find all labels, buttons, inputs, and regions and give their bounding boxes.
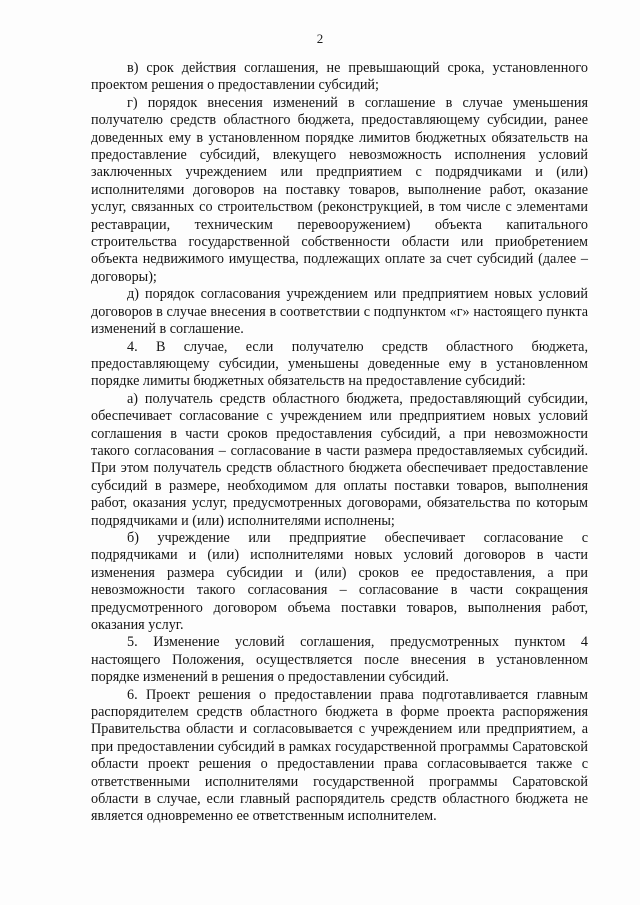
- paragraph-4a: а) получатель средств областного бюджета, предоставляющий субсидии, обеспечивает согласование с учреждением или предприятием новых условий соглашения в части сроков предоставления субсидий, а при невозможности такого согласования – согласование в части размера предоставляемых субсидий. При этом получатель средств областного бюджета обеспечивает предоставление субсидий в размере, необходимом для оплаты поставки товаров, выполнения работ, оказания услуг, предусмотренных договорами, обязательства по которым подрядчиками и (или) исполнителями исполнены;: [91, 390, 588, 529]
- paragraph-4b: б) учреждение или предприятие обеспечивает согласование с подрядчиками и (или) исполнителями новых условий договоров в части изменения размера субсидии и (или) сроков ее предоставления, а при невозможности такого согласования – согласование в части сокращения предусмотренного договором объема поставки товаров, выполнения работ, оказания услуг.: [91, 529, 588, 633]
- paragraph-3g: г) порядок внесения изменений в соглашение в случае уменьшения получателю средств областного бюджета, предоставляющему субсидии, ранее доведенных ему в установленном порядке лимитов бюджетных обязательств на предоставление субсидий, влекущего невозможность исполнения условий заключенных учреждением или предприятием с подрядчиками и (или) исполнителями договоров на поставку товаров, выполнение работ, оказание услуг, связанных со строительством (реконструкцией, в том числе с элементами реставрации, техническим перевооружением) объекта капитального строительства государственной собственности области или приобретением объекта недвижимого имущества, подлежащих оплате за счет субсидий (далее – договоры);: [91, 94, 588, 285]
- paragraph-6: 6. Проект решения о предоставлении права подготавливается главным распорядителем средств областного бюджета в форме проекта распоряжения Правительства области и согласовывается с учреждением или предприятием, а при предоставлении субсидий в рамках государственной программы Саратовской области проект решения о предоставлении права согласовывается также с ответственными исполнителями государственной программы Саратовской области в случае, если главный распорядитель средств областного бюджета не является одновременно ее ответственным исполнителем.: [91, 686, 588, 825]
- page-number: 2: [316, 31, 324, 46]
- paragraph-3d: д) порядок согласования учреждением или предприятием новых условий договоров в случае внесения в соответствии с подпунктом «г» настоящего пункта изменений в соглашение.: [91, 286, 588, 338]
- document-body: [91, 60, 588, 826]
- paragraph-5: 5. Изменение условий соглашения, предусмотренных пунктом 4 настоящего Положения, осуществляется после внесения в установленном порядке изменений в решения о предоставлении субсидий.: [91, 634, 588, 686]
- paragraph-4: 4. В случае, если получателю средств областного бюджета, предоставляющему субсидии, уменьшены доведенные ему в установленном порядке лимиты бюджетных обязательств на предоставление субсидий:: [91, 338, 588, 390]
- paragraph-3v: в) срок действия соглашения, не превышающий срока, установленного проектом решения о предоставлении субсидий;: [91, 60, 588, 94]
